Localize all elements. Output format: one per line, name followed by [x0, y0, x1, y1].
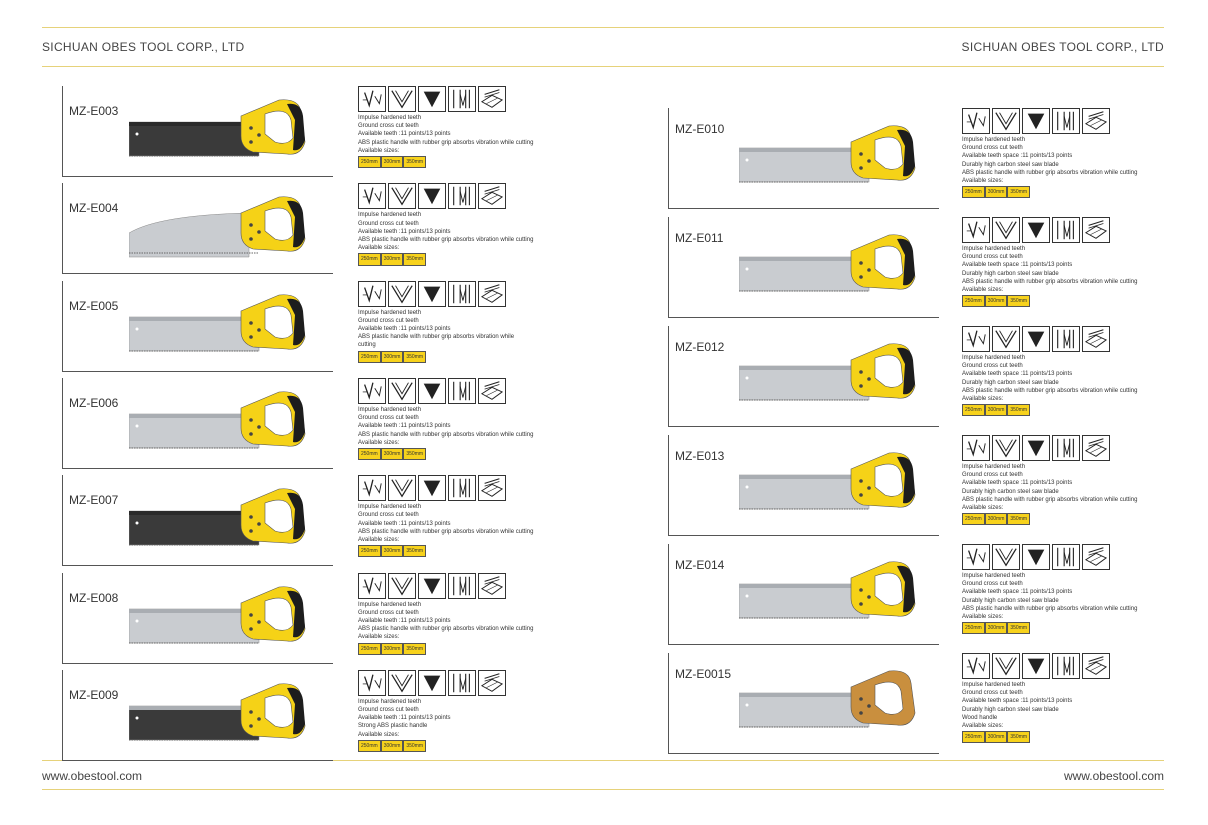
ground-tooth-icon [418, 281, 446, 307]
product-photo-frame [668, 108, 939, 209]
spec-block [358, 281, 514, 363]
spec-line: Durably high carbon steel saw blade [962, 488, 1059, 495]
size-badge: 350mm [1007, 513, 1030, 525]
saw-image [129, 682, 309, 757]
impulse-hardened-teeth-icon [962, 108, 990, 134]
feature-icons [358, 573, 533, 599]
spec-line: Available teeth space :11 points/13 points [962, 589, 1073, 596]
spec-line: Available teeth :11 points/13 points [358, 326, 451, 332]
size-options [962, 186, 1137, 198]
size-options [358, 351, 514, 363]
size-badge: 350mm [403, 643, 426, 655]
impulse-hardened-teeth-icon [962, 435, 990, 461]
spec-line: Ground cross cut teeth [962, 581, 1023, 588]
cross-cut-icon [388, 670, 416, 696]
spec-line: Durably high carbon steel saw blade [962, 706, 1059, 713]
teeth-space-icon [1052, 544, 1080, 570]
teeth-space-icon [1052, 435, 1080, 461]
cutting-icon [478, 573, 506, 599]
product-code: MZ-E009 [69, 687, 119, 702]
spec-line: Impulse hardened teeth [962, 464, 1026, 470]
spec-line: Impulse hardened teeth [358, 698, 422, 705]
size-badge: 250mm [962, 731, 985, 743]
cross-cut-icon [388, 378, 416, 404]
size-options [962, 295, 1137, 307]
size-badge: 350mm [403, 740, 426, 752]
teeth-space-icon [448, 670, 476, 696]
feature-icons [358, 378, 533, 404]
spec-block [962, 653, 1110, 743]
spec-line: Ground cross cut teeth [358, 415, 419, 422]
ground-tooth-icon [1022, 653, 1050, 679]
saw-image [739, 560, 919, 635]
spec-line: Durably high carbon steel saw blade [962, 270, 1059, 277]
feature-icons [358, 183, 533, 209]
product-photo-frame [62, 183, 333, 274]
size-badge: 300mm [985, 295, 1008, 307]
spec-block [962, 544, 1137, 634]
spec-line: Available teeth :11 points/13 points [358, 131, 451, 138]
saw-image [739, 233, 919, 308]
spec-block [358, 378, 533, 460]
feature-icons [358, 281, 514, 307]
spec-line: ABS plastic handle with rubber grip absorbs vibration while cutting [358, 626, 534, 633]
teeth-space-icon [448, 378, 476, 404]
ground-tooth-icon [1022, 435, 1050, 461]
spec-line: Available sizes: [358, 634, 400, 641]
spec-line: Impulse hardened teeth [962, 246, 1026, 252]
spec-block [358, 670, 506, 752]
product-code: MZ-E007 [69, 493, 119, 508]
size-options [358, 253, 533, 265]
size-badge: 300mm [985, 513, 1008, 525]
spec-line: Available teeth :11 points/13 points [358, 520, 451, 527]
cross-cut-icon [388, 86, 416, 112]
size-badge: 250mm [358, 740, 381, 752]
spec-line: Available teeth space :11 points/13 points [962, 698, 1073, 705]
spec-line: Impulse hardened teeth [358, 406, 422, 413]
spec-line: ABS plastic handle with rubber grip absorbs vibration while [358, 334, 515, 341]
size-badge: 300mm [985, 731, 1008, 743]
product-photo-frame [62, 475, 333, 566]
impulse-hardened-teeth-icon [358, 670, 386, 696]
spec-line: Available sizes: [962, 178, 1004, 185]
spec-line: ABS plastic handle with rubber grip absorbs vibration while cutting [962, 496, 1138, 503]
saw-image [129, 195, 309, 270]
spec-line: Available sizes: [358, 245, 400, 252]
product-code: MZ-E0015 [675, 667, 732, 681]
size-options [358, 448, 533, 460]
spec-line: Available teeth space :11 points/13 points [962, 262, 1073, 269]
spec-line: Ground cross cut teeth [358, 220, 419, 227]
cutting-icon [1082, 653, 1110, 679]
spec-block [358, 573, 533, 655]
spec-line: Ground cross cut teeth [358, 609, 419, 616]
size-badge: 250mm [358, 448, 381, 460]
size-badge: 350mm [1007, 731, 1030, 743]
size-options [962, 513, 1137, 525]
product-photo-frame [62, 378, 333, 469]
teeth-space-icon [1052, 653, 1080, 679]
spec-line: Impulse hardened teeth [962, 137, 1026, 143]
spec-line: Available sizes: [358, 147, 400, 154]
size-badge: 350mm [403, 545, 426, 557]
ground-tooth-icon [418, 670, 446, 696]
product-code: MZ-E003 [69, 104, 119, 118]
size-badge: 250mm [358, 156, 381, 168]
ground-tooth-icon [1022, 326, 1050, 352]
feature-icons [358, 475, 533, 501]
spec-line: Available sizes: [358, 537, 400, 543]
product-photo-frame [668, 544, 939, 645]
feature-icons [962, 653, 1110, 679]
spec-line: Available sizes: [962, 723, 1004, 730]
impulse-hardened-teeth-icon [962, 217, 990, 243]
saw-image [739, 342, 919, 417]
spec-line: Available sizes: [962, 396, 1004, 403]
spec-line: ABS plastic handle with rubber grip absorbs vibration while cutting [962, 278, 1138, 285]
impulse-hardened-teeth-icon [962, 544, 990, 570]
size-options [358, 740, 506, 752]
product-photo-frame [62, 86, 333, 177]
impulse-hardened-teeth-icon [962, 653, 990, 679]
size-options [962, 731, 1110, 743]
spec-line: Ground cross cut teeth [962, 690, 1023, 697]
spec-line: ABS plastic handle with rubber grip absorbs vibration while cutting [358, 431, 534, 438]
cutting-icon [1082, 435, 1110, 461]
teeth-space-icon [448, 183, 476, 209]
size-options [358, 156, 533, 168]
spec-line: Impulse hardened teeth [962, 355, 1026, 361]
saw-image [129, 585, 309, 660]
website-link-left[interactable]: www.obestool.com [42, 769, 143, 783]
size-badge: 300mm [381, 545, 404, 557]
spec-line: Available teeth :11 points/13 points [358, 617, 451, 624]
spec-line: Impulse hardened teeth [962, 573, 1026, 579]
size-badge: 300mm [985, 186, 1008, 198]
cross-cut-icon [992, 108, 1020, 134]
product-code: MZ-E006 [69, 395, 119, 410]
size-badge: 250mm [358, 643, 381, 655]
ground-tooth-icon [418, 183, 446, 209]
feature-icons [962, 217, 1137, 243]
spec-line: Ground cross cut teeth [962, 145, 1023, 152]
size-badge: 350mm [1007, 186, 1030, 198]
cutting-icon [478, 281, 506, 307]
spec-line: Ground cross cut teeth [358, 123, 419, 130]
product-code: MZ-E004 [69, 201, 119, 216]
cutting-icon [478, 475, 506, 501]
cross-cut-icon [992, 544, 1020, 570]
spec-line: Strong ABS plastic handle [358, 723, 428, 730]
size-badge: 300mm [381, 643, 404, 655]
spec-line: ABS plastic handle with rubber grip absorbs vibration while cutting [358, 139, 534, 146]
spec-line: Available teeth space :11 points/13 points [962, 480, 1073, 487]
spec-line: Impulse hardened teeth [358, 115, 422, 121]
spec-line: Wood handle [962, 714, 998, 721]
product-photo-frame [668, 326, 939, 427]
impulse-hardened-teeth-icon [358, 183, 386, 209]
size-badge: 300mm [381, 156, 404, 168]
saw-image [739, 124, 919, 199]
cutting-icon [1082, 326, 1110, 352]
saw-image [739, 451, 919, 526]
teeth-space-icon [448, 86, 476, 112]
spec-line: ABS plastic handle with rubber grip absorbs vibration while cutting [962, 169, 1138, 176]
size-badge: 300mm [985, 404, 1008, 416]
spec-line: ABS plastic handle with rubber grip absorbs vibration while cutting [358, 236, 534, 243]
impulse-hardened-teeth-icon [358, 86, 386, 112]
size-badge: 300mm [985, 622, 1008, 634]
saw-image [129, 98, 309, 173]
spec-line: Available sizes: [962, 287, 1004, 294]
size-badge: 250mm [962, 513, 985, 525]
ground-tooth-icon [418, 86, 446, 112]
product-photo-frame [62, 573, 333, 664]
size-options [358, 545, 533, 557]
size-badge: 250mm [358, 351, 381, 363]
spec-line: Available teeth :11 points/13 points [358, 228, 451, 235]
cutting-icon [1082, 217, 1110, 243]
impulse-hardened-teeth-icon [358, 475, 386, 501]
spec-line: Ground cross cut teeth [358, 317, 419, 324]
cross-cut-icon [388, 573, 416, 599]
feature-icons [962, 544, 1137, 570]
header-top-rule [42, 27, 1164, 28]
cross-cut-icon [992, 326, 1020, 352]
cross-cut-icon [388, 475, 416, 501]
spec-line: Ground cross cut teeth [962, 254, 1023, 261]
size-badge: 300mm [381, 448, 404, 460]
feature-icons [962, 326, 1137, 352]
feature-icons [962, 108, 1137, 134]
size-badge: 350mm [1007, 295, 1030, 307]
product-photo-frame [62, 281, 333, 372]
size-badge: 250mm [358, 253, 381, 265]
cutting-icon [478, 670, 506, 696]
spec-line: Ground cross cut teeth [962, 363, 1023, 370]
spec-line: Available sizes: [962, 505, 1004, 512]
size-badge: 350mm [1007, 622, 1030, 634]
spec-line: Impulse hardened teeth [358, 212, 422, 219]
size-options [962, 622, 1137, 634]
size-options [358, 643, 533, 655]
size-badge: 250mm [962, 295, 985, 307]
impulse-hardened-teeth-icon [358, 573, 386, 599]
ground-tooth-icon [1022, 108, 1050, 134]
size-badge: 300mm [381, 351, 404, 363]
spec-line: ABS plastic handle with rubber grip absorbs vibration while cutting [962, 605, 1138, 612]
size-badge: 300mm [381, 253, 404, 265]
saw-image [129, 390, 309, 465]
cutting-icon [478, 86, 506, 112]
spec-block [962, 108, 1137, 198]
product-code: MZ-E010 [675, 122, 725, 136]
size-badge: 250mm [962, 186, 985, 198]
cutting-icon [478, 183, 506, 209]
footer-bottom-rule [42, 789, 1164, 790]
spec-block [358, 183, 533, 265]
spec-line: Impulse hardened teeth [962, 682, 1026, 688]
cross-cut-icon [992, 435, 1020, 461]
feature-icons [358, 86, 533, 112]
size-badge: 300mm [381, 740, 404, 752]
teeth-space-icon [448, 475, 476, 501]
spec-line: Ground cross cut teeth [962, 472, 1023, 479]
cutting-icon [478, 378, 506, 404]
spec-line: Available sizes: [358, 731, 400, 738]
spec-line: Ground cross cut teeth [358, 707, 419, 713]
teeth-space-icon [448, 573, 476, 599]
product-photo-frame [62, 670, 333, 761]
size-badge: 250mm [962, 404, 985, 416]
company-name-right: SICHUAN OBES TOOL CORP., LTD [961, 40, 1164, 54]
spec-line: Impulse hardened teeth [358, 601, 422, 608]
cutting-icon [1082, 544, 1110, 570]
feature-icons [962, 435, 1137, 461]
size-options [962, 404, 1137, 416]
product-code: MZ-E008 [69, 590, 119, 605]
spec-line: Impulse hardened teeth [358, 309, 422, 316]
teeth-space-icon [448, 281, 476, 307]
cutting-icon [1082, 108, 1110, 134]
size-badge: 350mm [403, 156, 426, 168]
ground-tooth-icon [418, 378, 446, 404]
spec-block [962, 326, 1137, 416]
teeth-space-icon [1052, 326, 1080, 352]
teeth-space-icon [1052, 217, 1080, 243]
feature-icons [358, 670, 506, 696]
cross-cut-icon [388, 183, 416, 209]
teeth-space-icon [1052, 108, 1080, 134]
size-badge: 250mm [962, 622, 985, 634]
product-code: MZ-E013 [675, 449, 725, 463]
size-badge: 250mm [358, 545, 381, 557]
spec-line: Available teeth :11 points/13 points [358, 423, 451, 430]
spec-block [962, 217, 1137, 307]
spec-line: Durably high carbon steel saw blade [962, 161, 1059, 168]
product-photo-frame [668, 217, 939, 318]
product-code: MZ-E012 [675, 340, 725, 354]
cross-cut-icon [388, 281, 416, 307]
size-badge: 350mm [403, 448, 426, 460]
impulse-hardened-teeth-icon [358, 281, 386, 307]
saw-image [129, 487, 309, 562]
spec-line: ABS plastic handle with rubber grip absorbs vibration while cutting [962, 387, 1138, 394]
ground-tooth-icon [418, 573, 446, 599]
header-bottom-rule [42, 66, 1164, 67]
size-badge: 350mm [403, 351, 426, 363]
impulse-hardened-teeth-icon [962, 326, 990, 352]
spec-line: Available sizes: [962, 614, 1004, 621]
spec-block [358, 86, 533, 168]
product-code: MZ-E014 [675, 558, 725, 572]
spec-line: Durably high carbon steel saw blade [962, 597, 1059, 604]
spec-line: Available teeth space :11 points/13 points [962, 371, 1073, 378]
cross-cut-icon [992, 217, 1020, 243]
spec-line: Durably high carbon steel saw blade [962, 379, 1059, 386]
spec-line: Available sizes: [358, 439, 400, 446]
ground-tooth-icon [1022, 217, 1050, 243]
ground-tooth-icon [418, 475, 446, 501]
spec-line: cutting [358, 342, 376, 349]
product-photo-frame [668, 435, 939, 536]
size-badge: 350mm [403, 253, 426, 265]
impulse-hardened-teeth-icon [358, 378, 386, 404]
saw-image [739, 669, 919, 744]
spec-line: Ground cross cut teeth [358, 512, 419, 519]
spec-line: ABS plastic handle with rubber grip absorbs vibration while cutting [358, 528, 534, 535]
spec-line: Impulse hardened teeth [358, 504, 422, 511]
website-link-right[interactable]: www.obestool.com [1063, 769, 1164, 783]
product-code: MZ-E005 [69, 298, 119, 313]
spec-line: Available teeth space :11 points/13 points [962, 153, 1073, 160]
product-photo-frame [668, 653, 939, 754]
saw-image [129, 293, 309, 368]
product-code: MZ-E011 [675, 231, 724, 245]
cross-cut-icon [992, 653, 1020, 679]
spec-block [962, 435, 1137, 525]
company-name-left: SICHUAN OBES TOOL CORP., LTD [42, 40, 245, 54]
spec-line: Available teeth :11 points/13 points [358, 715, 451, 722]
spec-block [358, 475, 533, 557]
size-badge: 350mm [1007, 404, 1030, 416]
ground-tooth-icon [1022, 544, 1050, 570]
